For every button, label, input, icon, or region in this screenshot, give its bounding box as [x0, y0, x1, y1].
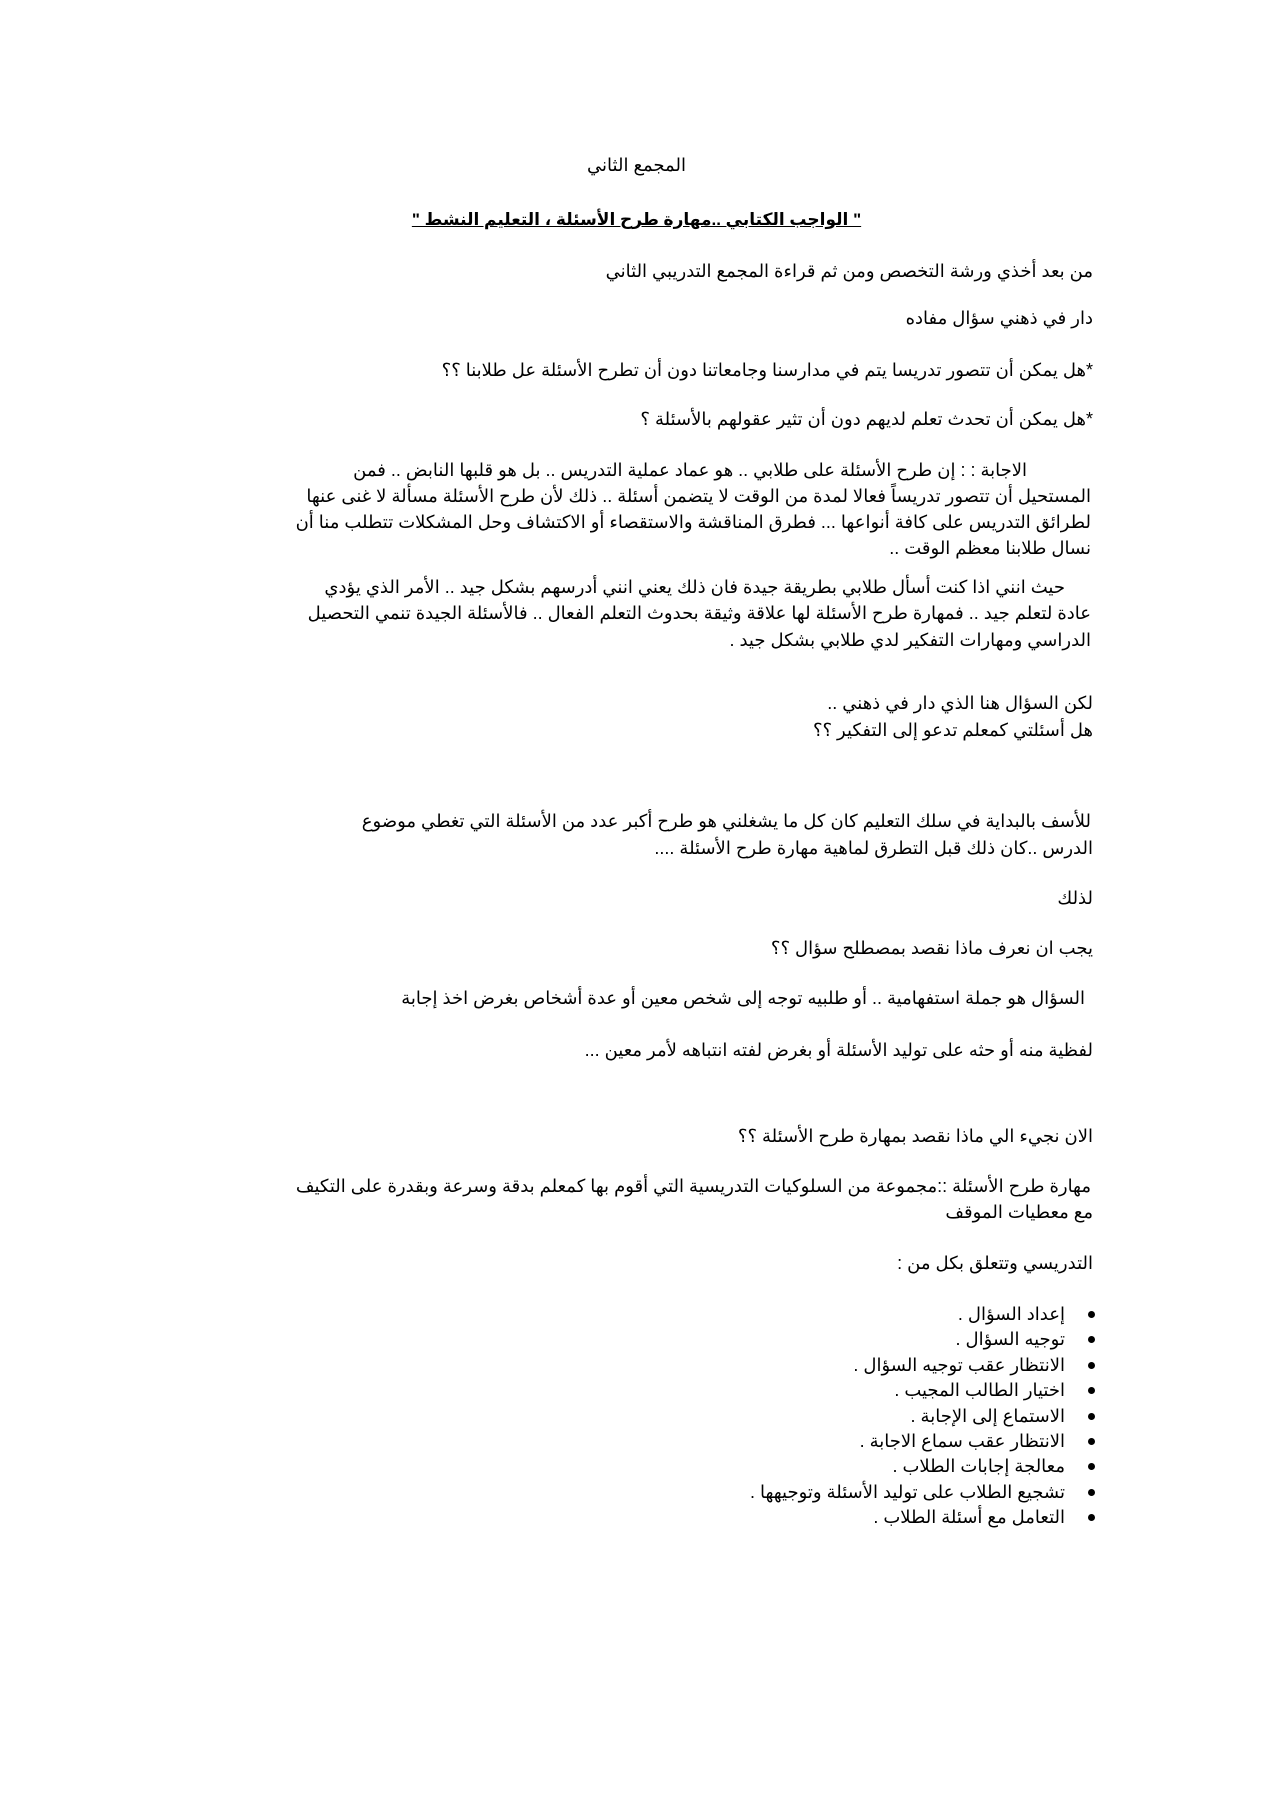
reflection-line: هل أسئلتي كمعلم تدعو إلى التفكير ؟؟ — [812, 720, 1093, 740]
list-item: توجيه السؤال . — [465, 1327, 1065, 1352]
therefore-line: لذلك — [1057, 888, 1093, 908]
skill-definition-line: مهارة طرح الأسئلة ::مجموعة من السلوكيات التدريسية التي أقوم بها كمعلم بدقة وسرعة وبقدرة على التكيف — [295, 1176, 1091, 1196]
define-question: يجب ان نعرف ماذا نقصد بمصطلح سؤال ؟؟ — [770, 938, 1093, 958]
bullet-icon — [1088, 1387, 1095, 1394]
bullet-icon — [1088, 1463, 1095, 1470]
answer-line: المستحيل أن تتصور تدريساً فعالا لمدة من الوقت لا يتضمن أسئلة .. ذلك لأن طرح الأسئلة مسألة لا غنى عنها — [306, 486, 1091, 506]
list-item: اختيار الطالب المجيب . — [465, 1378, 1065, 1403]
regret-line: الدرس ..كان ذلك قبل التطرق لماهية مهارة طرح الأسئلة .... — [654, 838, 1093, 858]
document-title: " الواجب الكتابي ..مهارة طرح الأسئلة ، التعليم النشط " — [411, 210, 862, 229]
intro-line: من بعد أخذي ورشة التخصص ومن ثم قراءة المجمع التدريبي الثاني — [605, 261, 1093, 281]
bullet-icon — [1088, 1413, 1095, 1420]
question-2: *هل يمكن أن تحدث تعلم لديهم دون أن تثير عقولهم بالأسئلة ؟ — [640, 409, 1093, 429]
bullet-icon — [1088, 1489, 1095, 1496]
list-item: إعداد السؤال . — [465, 1302, 1065, 1327]
list-item: معالجة إجابات الطلاب . — [465, 1454, 1065, 1479]
paragraph-line: الدراسي ومهارات التفكير لدي طلابي بشكل جيد . — [729, 630, 1091, 650]
question-1: *هل يمكن أن تتصور تدريسا يتم في مدارسنا وجامعاتنا دون أن تطرح الأسئلة عل طلابنا ؟؟ — [441, 360, 1093, 380]
definition-line: السؤال هو جملة استفهامية .. أو طلبيه توجه إلى شخص معين أو عدة أشخاص بغرض اخذ إجابة — [401, 988, 1085, 1008]
skill-question: الان نجيء الي ماذا نقصد بمهارة طرح الأسئلة ؟؟ — [737, 1126, 1093, 1146]
paragraph-line: حيث انني اذا كنت أسأل طلابي بطريقة جيدة فان ذلك يعني انني أدرسهم بشكل جيد .. الأمر الذي يؤدي — [324, 577, 1065, 597]
list-item: الاستماع إلى الإجابة . — [465, 1404, 1065, 1429]
skills-bullet-list — [465, 1302, 1093, 1531]
regret-line: للأسف بالبداية في سلك التعليم كان كل ما يشغلني هو طرح أكبر عدد من الأسئلة التي تغطي موضوع — [361, 811, 1091, 831]
list-item: الانتظار عقب توجيه السؤال . — [465, 1353, 1065, 1378]
reflection-line: لكن السؤال هنا الذي دار في ذهني .. — [827, 693, 1093, 713]
skill-definition-line: التدريسي وتتعلق بكل من : — [897, 1253, 1093, 1273]
answer-line: نسال طلابنا معظم الوقت .. — [889, 538, 1091, 558]
list-item: الانتظار عقب سماع الاجابة . — [465, 1429, 1065, 1454]
document-heading: المجمع الثاني — [587, 155, 686, 175]
bullet-icon — [1088, 1514, 1095, 1521]
answer-line: الاجابة : : إن طرح الأسئلة على طلابي .. هو عماد عملية التدريس .. بل هو قلبها النابض .. فمن — [353, 460, 1027, 480]
bullet-icon — [1088, 1438, 1095, 1445]
list-item: التعامل مع أسئلة الطلاب . — [465, 1505, 1065, 1530]
list-item: تشجيع الطلاب على توليد الأسئلة وتوجيهها . — [465, 1480, 1065, 1505]
answer-line: لطرائق التدريس على كافة أنواعها ... فطرق المناقشة والاستقصاء أو الاكتشاف وحل المشكلات تتطلب منا أن — [295, 512, 1091, 532]
question-intro: دار في ذهني سؤال مفاده — [905, 308, 1093, 328]
paragraph-line: عادة لتعلم جيد .. فمهارة طرح الأسئلة لها علاقة وثيقة بحدوث التعلم الفعال .. فالأسئلة الجيدة تنمي التحصيل — [307, 603, 1091, 623]
bullet-icon — [1088, 1311, 1095, 1318]
skill-definition-line: مع معطيات الموقف — [945, 1202, 1093, 1222]
bullet-icon — [1088, 1362, 1095, 1369]
definition-line: لفظية منه أو حثه على توليد الأسئلة أو بغرض لفته انتباهه لأمر معين ... — [584, 1040, 1093, 1060]
bullet-icon — [1088, 1336, 1095, 1343]
